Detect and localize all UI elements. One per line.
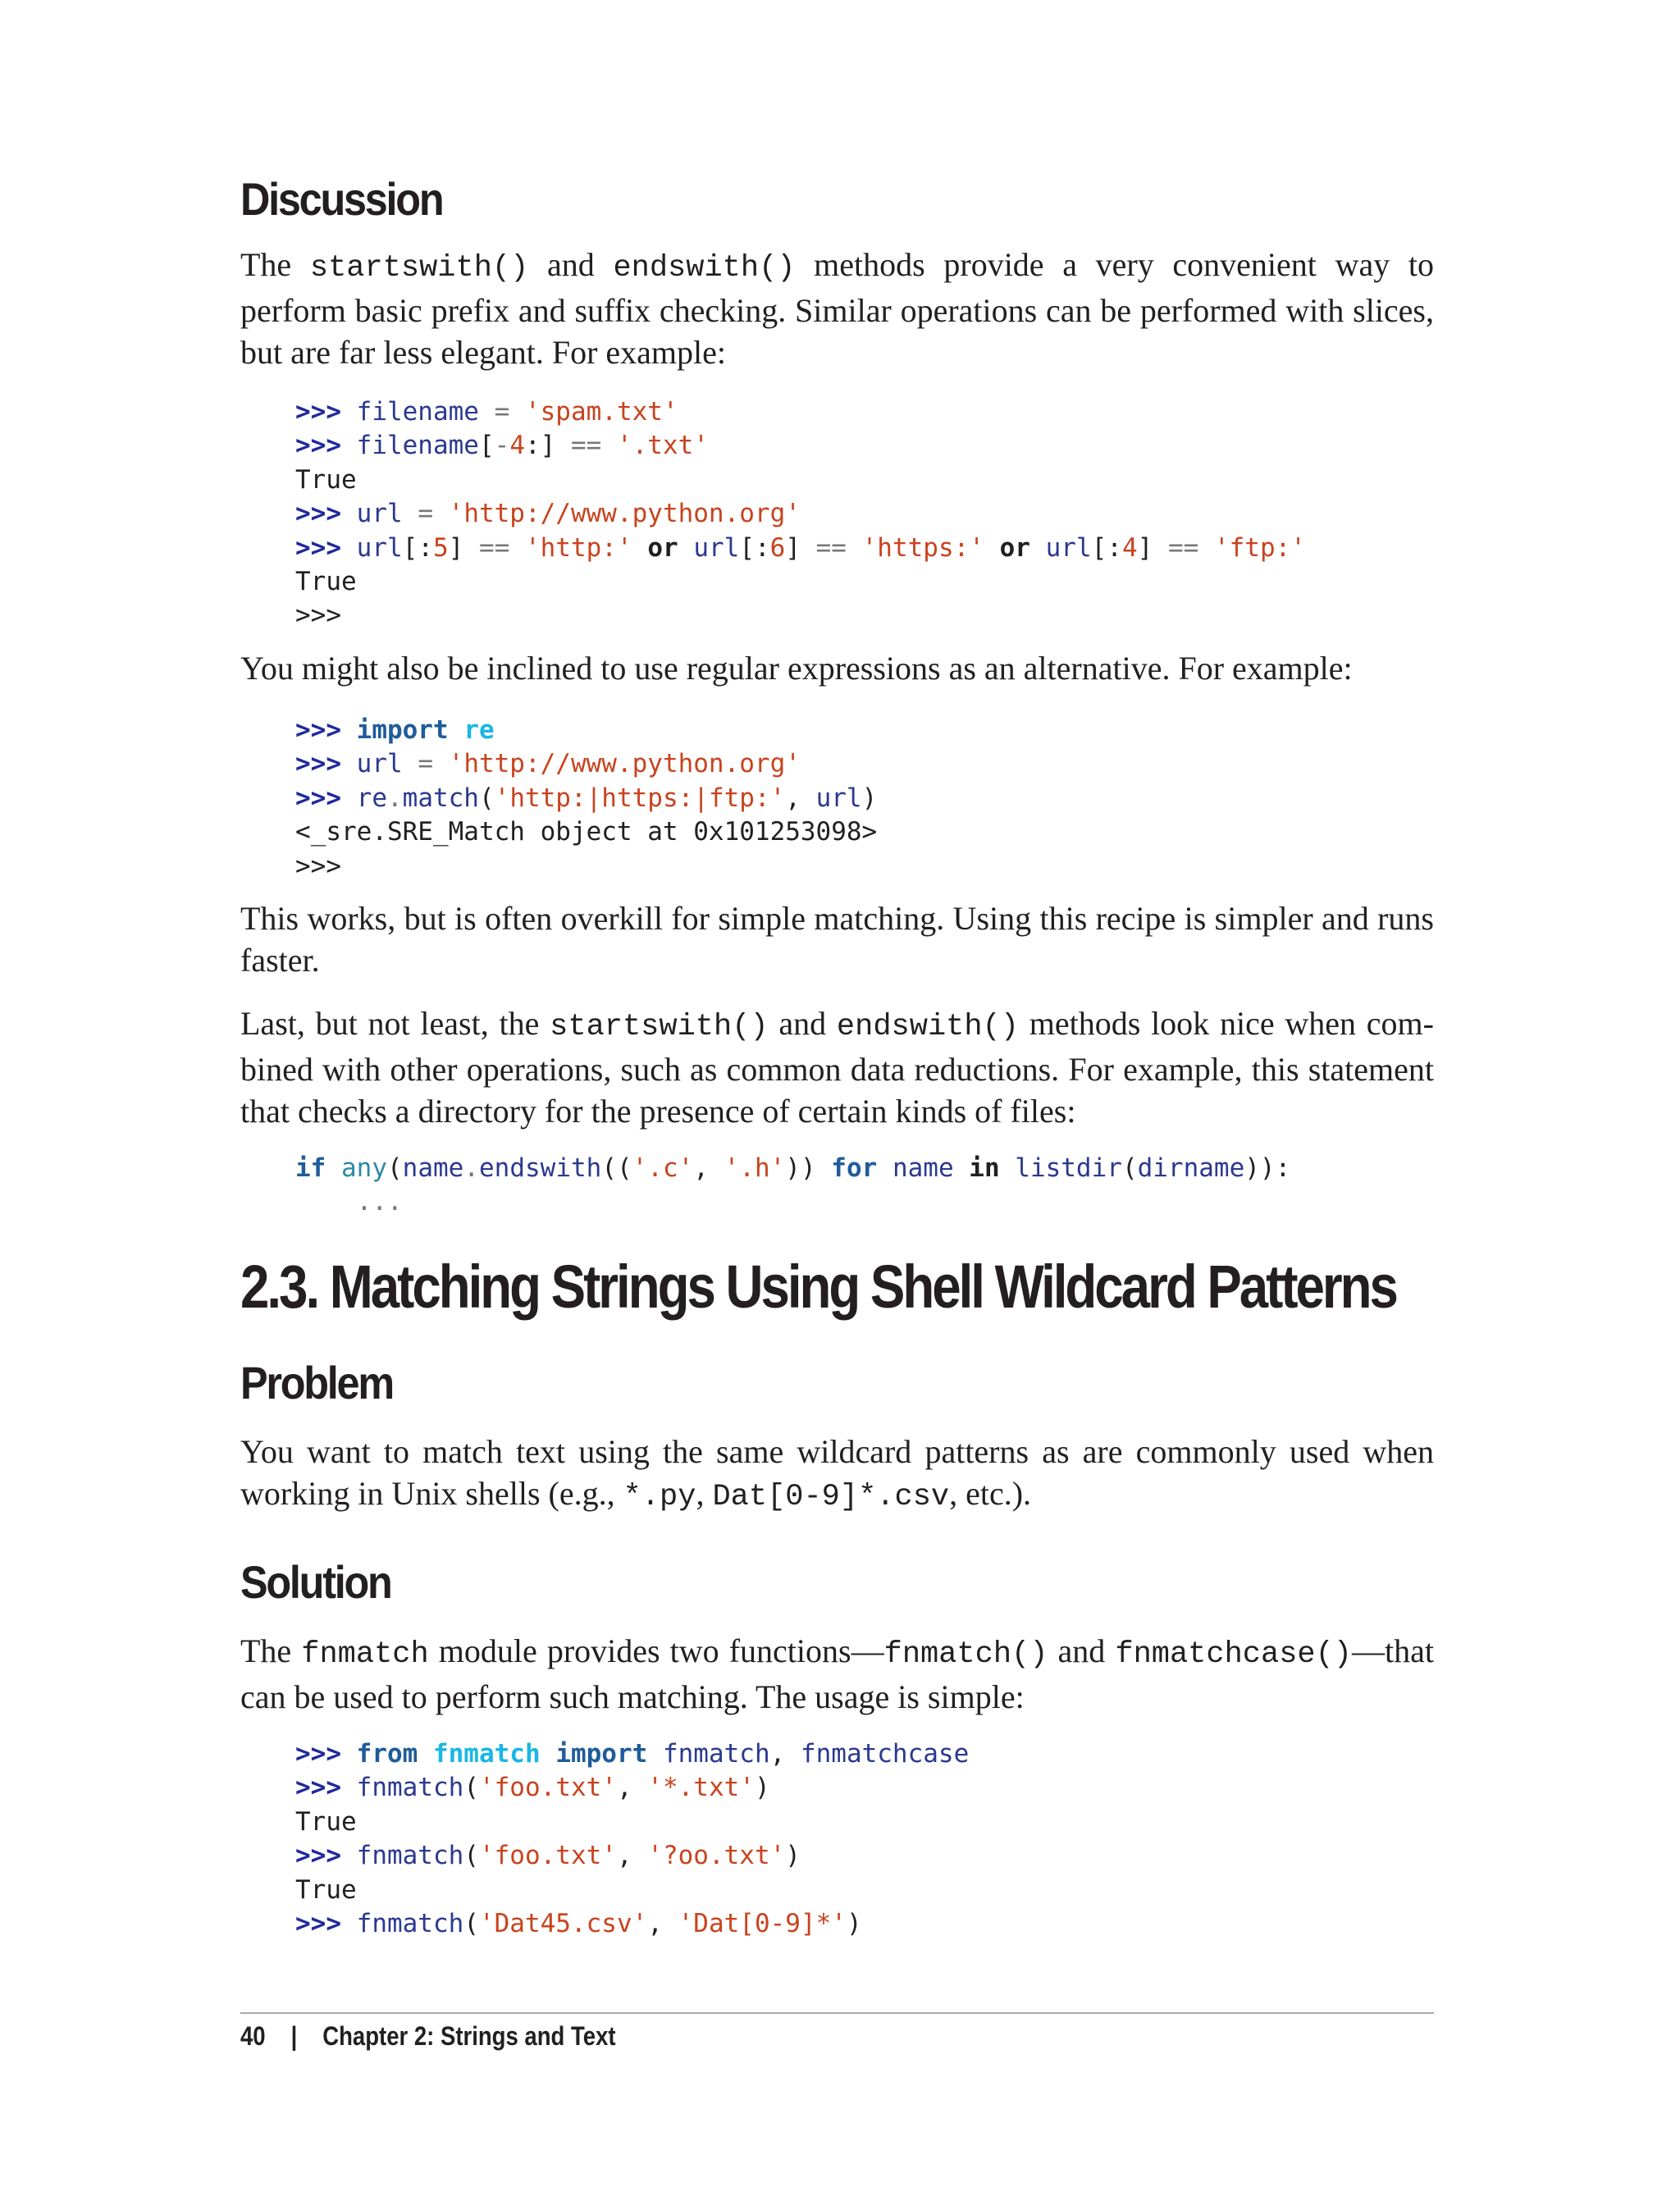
code-token: ( — [463, 1908, 479, 1938]
code-token: any — [341, 1153, 387, 1183]
code-token: url — [693, 532, 740, 563]
code-token: == — [478, 532, 510, 563]
code-token: fnmatch — [356, 1841, 464, 1871]
code-token — [632, 533, 648, 563]
code-token: ( — [478, 783, 495, 813]
text-run: and — [1048, 1632, 1116, 1669]
code-token — [954, 1153, 970, 1183]
code-token: name — [402, 1153, 464, 1183]
code-token: >>> — [295, 783, 357, 813]
code-token: :] — [524, 431, 571, 461]
code-token: )): — [1244, 1153, 1291, 1183]
code-token: True — [295, 1806, 357, 1837]
code-token: [ — [478, 431, 495, 461]
text-run: This works, but is often overkill for simple matching. Using this recipe is simpler and runs faster. — [240, 900, 1434, 979]
code-token — [509, 533, 525, 563]
code-token: or — [999, 532, 1030, 563]
text-run: and — [768, 1005, 837, 1042]
code-token: . — [386, 783, 403, 813]
code-token — [1030, 533, 1046, 563]
code-token — [449, 715, 464, 745]
solution-paragraph — [240, 1630, 1434, 1718]
code-token: 6 — [769, 532, 786, 563]
code-token: fnmatch — [356, 1908, 464, 1938]
code-token: >>> — [295, 499, 357, 529]
code-token: >>> — [295, 397, 357, 427]
inline-code: fnmatch() — [883, 1637, 1048, 1672]
footer-rule — [240, 2012, 1434, 2014]
inline-code: startswith() — [550, 1010, 769, 1044]
code-token: >>> — [295, 851, 341, 881]
text-run: , etc.). — [949, 1475, 1032, 1512]
code-token: >>> — [295, 532, 357, 563]
code-block-fnmatch — [295, 1737, 969, 1941]
code-token: 'http:' — [524, 532, 632, 563]
text-run: The — [240, 246, 310, 283]
code-token: 'https:' — [861, 532, 984, 563]
code-token: ( — [463, 1841, 479, 1871]
code-line — [295, 815, 877, 849]
code-line — [295, 1806, 969, 1839]
code-token — [601, 431, 617, 460]
code-token: == — [815, 532, 847, 563]
code-line — [295, 1874, 969, 1907]
code-token: ( — [463, 1773, 479, 1803]
code-token: ( — [1121, 1153, 1138, 1183]
code-token: listdir — [1015, 1153, 1122, 1183]
code-token: re — [463, 715, 495, 745]
code-token: = — [402, 749, 449, 779]
code-token: == — [570, 431, 602, 461]
code-token — [326, 1153, 341, 1183]
code-token: fnmatchcase — [800, 1739, 970, 1769]
code-token: ) — [754, 1773, 770, 1803]
code-token: == — [1167, 532, 1199, 563]
text-run: Last, but not least, the — [240, 1005, 550, 1042]
code-line — [295, 1737, 969, 1771]
text-run: module provides two functions— — [428, 1632, 884, 1669]
code-line — [295, 714, 877, 747]
code-token — [678, 533, 694, 563]
code-line — [295, 850, 877, 883]
code-token: '.txt' — [616, 431, 709, 461]
solution-heading: Solution — [240, 1556, 391, 1608]
code-token: >>> — [295, 749, 357, 779]
last-but-not-least-paragraph — [240, 1002, 1434, 1132]
code-token: >>> — [295, 1841, 357, 1871]
code-token: 'spam.txt' — [524, 397, 678, 427]
inline-code: fnmatchcase() — [1115, 1637, 1353, 1672]
text-run: and — [528, 246, 614, 283]
regex-intro-paragraph — [240, 647, 1434, 689]
code-token: '*.txt' — [647, 1773, 755, 1803]
code-line — [295, 599, 1306, 632]
code-line — [295, 497, 1306, 531]
text-run: , — [696, 1475, 713, 1512]
inline-code: fnmatch — [301, 1637, 429, 1672]
text-run: —that can be used to perform such matching. The usage is simple: — [240, 1632, 1434, 1715]
code-token: in — [969, 1153, 1000, 1183]
code-token: = — [402, 499, 449, 529]
chapter-title: Chapter 2: Strings and Text — [322, 2021, 616, 2051]
inline-code: startswith() — [309, 251, 529, 285]
code-token: ] — [785, 532, 816, 563]
discussion-heading: Discussion — [240, 173, 443, 225]
code-token: [: — [739, 532, 770, 563]
code-token: from — [356, 1739, 418, 1769]
code-token — [847, 533, 862, 563]
overkill-paragraph — [240, 897, 1434, 981]
code-token: 'http://www.python.org' — [448, 749, 801, 779]
code-token: filename — [356, 397, 479, 427]
code-block-regex — [295, 714, 877, 883]
code-block-listdir — [295, 1152, 1290, 1220]
code-token: <_sre.SRE_Match object at 0x101253098> — [295, 817, 878, 847]
code-token: >>> — [295, 715, 357, 745]
code-token: endswith — [479, 1153, 602, 1183]
inline-code: endswith() — [613, 251, 796, 285]
code-token: 'http://www.python.org' — [448, 499, 801, 529]
code-token: re — [356, 783, 387, 813]
code-token — [1198, 533, 1214, 563]
text-run: You want to match text using the same wildcard patterns as are commonly used when working in Unix shells (e.g., — [240, 1433, 1434, 1512]
code-token: )) — [785, 1153, 832, 1183]
code-line — [295, 747, 877, 781]
code-token: >>> — [295, 431, 357, 461]
code-token: or — [647, 532, 678, 563]
code-token — [877, 1153, 892, 1183]
code-token: 4 — [509, 431, 525, 461]
code-token: ) — [861, 783, 878, 813]
code-token: '.h' — [724, 1153, 786, 1183]
code-token: if — [295, 1153, 326, 1183]
code-token: , — [769, 1739, 801, 1769]
code-token: ... — [356, 1187, 403, 1217]
code-token: >>> — [295, 1773, 357, 1803]
code-token: dirname — [1137, 1153, 1245, 1183]
code-token: ( — [387, 1153, 403, 1183]
code-token: >>> — [295, 600, 341, 631]
code-token: 4 — [1121, 532, 1138, 563]
code-token: [: — [402, 532, 433, 563]
code-line — [295, 565, 1306, 599]
code-token: filename — [356, 431, 479, 461]
code-block-slices — [295, 395, 1306, 633]
text-run: methods look nice when combined with other operations, such as common data reductions. For example, this statement that checks a directory for the presence of certain kinds of files: — [240, 1005, 1434, 1130]
code-token: url — [356, 749, 403, 779]
code-token: >>> — [295, 1908, 357, 1938]
code-token — [984, 533, 1000, 563]
code-token: for — [831, 1153, 878, 1183]
inline-code: Dat[0-9]*.csv — [712, 1480, 950, 1514]
code-token: 'foo.txt' — [478, 1773, 617, 1803]
code-token — [418, 1739, 433, 1769]
code-token — [647, 1739, 663, 1769]
code-line — [295, 1185, 1290, 1219]
inline-code: *.py — [623, 1480, 696, 1514]
code-token: fnmatch — [662, 1739, 770, 1769]
code-token: True — [295, 464, 357, 495]
code-token: url — [356, 532, 403, 563]
code-token: import — [356, 715, 449, 745]
code-token: 'Dat[0-9]*' — [678, 1908, 847, 1938]
code-token: , — [616, 1773, 648, 1803]
code-line — [295, 782, 877, 815]
code-token: = — [478, 397, 525, 427]
code-token — [1000, 1153, 1016, 1183]
code-token: ] — [448, 532, 479, 563]
code-token: fnmatch — [356, 1773, 464, 1803]
code-token: (( — [601, 1153, 632, 1183]
code-line — [295, 1771, 969, 1805]
code-token: '.c' — [632, 1153, 694, 1183]
code-token: >>> — [295, 1739, 357, 1769]
code-token: - — [494, 431, 510, 461]
text-run: methods provide a very convenient way to perform basic prefix and suffix checking. Similar operations can be performed with slices, but are far less elegant. For example: — [240, 246, 1435, 371]
code-token: 'foo.txt' — [478, 1841, 617, 1871]
code-line — [295, 1152, 1290, 1185]
page-footer — [240, 2021, 616, 2052]
code-token: 5 — [432, 532, 449, 563]
footer-separator: | — [290, 2021, 298, 2051]
code-line — [295, 429, 1306, 463]
discussion-intro-paragraph — [240, 244, 1434, 373]
code-token: '?oo.txt' — [647, 1841, 786, 1871]
code-token: url — [1045, 532, 1092, 563]
code-token: url — [356, 499, 403, 529]
code-token: . — [463, 1153, 479, 1183]
code-token: ) — [785, 1841, 801, 1871]
code-line — [295, 532, 1306, 565]
code-token: , — [693, 1153, 724, 1183]
code-token: True — [295, 1874, 357, 1905]
code-token: import — [555, 1739, 648, 1769]
code-token: 'http:|https:|ftp:' — [494, 783, 786, 813]
code-token: 'Dat45.csv' — [478, 1908, 648, 1938]
code-token: fnmatch — [432, 1739, 541, 1769]
code-line — [295, 395, 1306, 429]
inline-code: endswith() — [836, 1010, 1019, 1044]
code-token: [: — [1091, 532, 1122, 563]
code-line — [295, 463, 1306, 497]
code-token: , — [785, 783, 816, 813]
code-token: , — [616, 1841, 648, 1871]
code-token: 'ftp:' — [1213, 532, 1306, 563]
code-token: True — [295, 566, 357, 596]
code-token: name — [892, 1153, 954, 1183]
problem-heading: Problem — [240, 1357, 393, 1408]
code-token: url — [815, 783, 862, 813]
code-line — [295, 1907, 969, 1941]
section-title: 2.3. Matching Strings Using Shell Wildcard Patterns — [240, 1253, 1396, 1321]
code-token: match — [402, 783, 479, 813]
code-token: , — [647, 1908, 678, 1938]
code-token — [295, 1187, 357, 1217]
code-token — [541, 1739, 556, 1769]
code-token: ] — [1137, 532, 1168, 563]
text-run: You might also be inclined to use regular expressions as an alternative. For example: — [240, 650, 1353, 687]
code-token: ) — [846, 1908, 862, 1938]
text-run: The — [240, 1632, 302, 1669]
code-line — [295, 1839, 969, 1873]
problem-paragraph — [240, 1431, 1434, 1518]
page-number: 40 — [240, 2021, 266, 2051]
